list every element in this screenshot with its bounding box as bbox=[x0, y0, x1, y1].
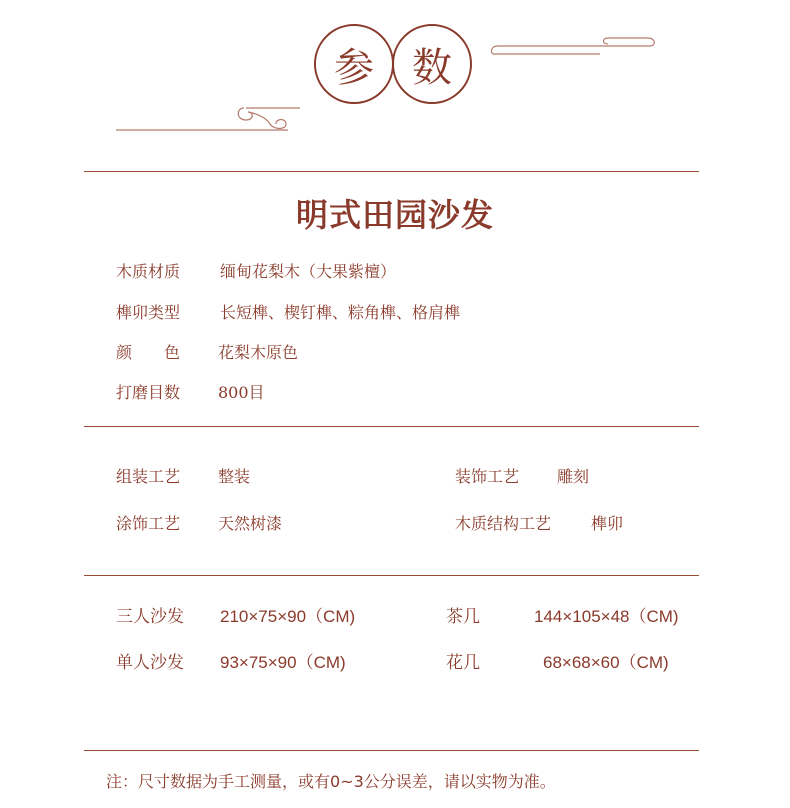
craft-label-assembly: 组装工艺 bbox=[116, 467, 181, 486]
size-value-three-seat: 210×75×90（CM) bbox=[220, 607, 356, 626]
spec-value-material: 缅甸花梨木（大果紫檀） bbox=[220, 262, 397, 281]
spec-label-material: 木质材质 bbox=[116, 262, 181, 281]
header-char-can-text: 参 bbox=[334, 44, 374, 91]
spec-value-color: 花梨木原色 bbox=[218, 343, 299, 362]
cloud-ornament-left bbox=[110, 98, 300, 138]
cloud-ornament-right bbox=[490, 30, 660, 60]
craft-value-assembly: 整装 bbox=[218, 467, 251, 486]
craft-value-finish: 天然树漆 bbox=[218, 514, 283, 533]
header-char-can bbox=[314, 24, 394, 104]
header-char-shu bbox=[392, 24, 472, 104]
divider-bottom bbox=[84, 750, 699, 751]
craft-value-decoration: 雕刻 bbox=[557, 467, 590, 486]
size-label-flower-stand: 花几 bbox=[446, 653, 480, 673]
spec-value-joinery: 长短榫、楔钉榫、粽角榫、格肩榫 bbox=[220, 303, 461, 322]
spec-value-polish: 800目 bbox=[218, 383, 265, 402]
size-value-flower-stand: 68×68×60（CM) bbox=[543, 653, 669, 672]
divider-top bbox=[84, 171, 699, 172]
spec-label-polish: 打磨目数 bbox=[116, 383, 181, 402]
header-char-shu-text: 数 bbox=[412, 44, 452, 91]
footer-note: 注：尺寸数据为手工测量，或有0~3公分误差，请以实物为准。 bbox=[106, 772, 556, 791]
craft-value-structure: 榫卯 bbox=[591, 514, 624, 533]
craft-label-structure: 木质结构工艺 bbox=[455, 514, 552, 533]
size-value-single-seat: 93×75×90（CM) bbox=[220, 653, 346, 672]
size-label-three-seat: 三人沙发 bbox=[116, 607, 184, 627]
divider-crafts bbox=[84, 575, 699, 576]
size-label-single-seat: 单人沙发 bbox=[116, 653, 184, 673]
spec-label-joinery: 榫卯类型 bbox=[116, 303, 181, 322]
craft-label-finish: 涂饰工艺 bbox=[116, 514, 181, 533]
size-label-tea-table: 茶几 bbox=[446, 607, 480, 627]
product-title: 明式田园沙发 bbox=[295, 196, 494, 234]
craft-label-decoration: 装饰工艺 bbox=[455, 467, 520, 486]
size-value-tea-table: 144×105×48（CM) bbox=[534, 607, 679, 626]
divider-specs bbox=[84, 426, 699, 427]
spec-label-color: 颜 色 bbox=[116, 343, 181, 362]
